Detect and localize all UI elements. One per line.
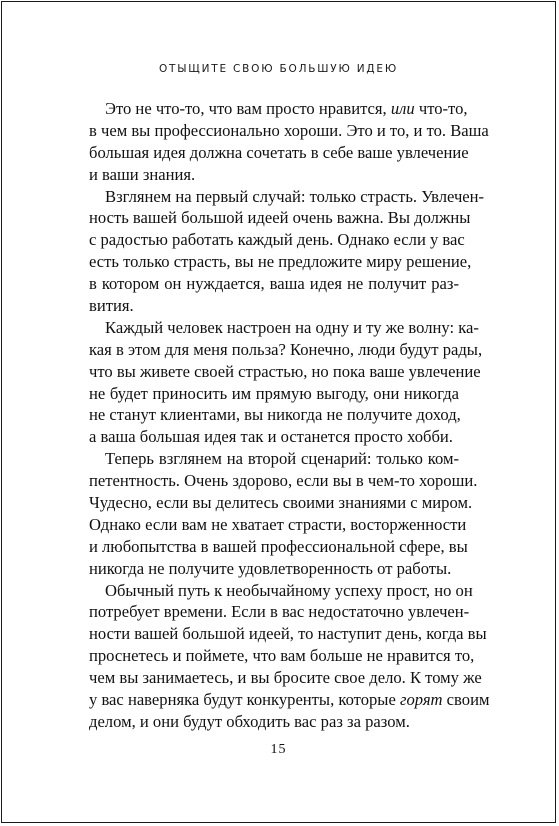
text-segment: никогда не получите удовлетворенность от работы. <box>89 558 452 578</box>
text-line <box>89 426 459 448</box>
text-line <box>89 470 478 492</box>
text-line <box>89 514 467 536</box>
paragraph <box>89 317 483 448</box>
text-segment: проснетесь и поймете, что вам больше не нравится то, <box>89 646 475 666</box>
text-line <box>89 580 473 602</box>
paragraph <box>89 580 490 733</box>
text-segment: что вы живете своей страстью, но пока ваше увлечение <box>89 361 481 381</box>
text-segment: Каждый человек настроен на одну и ту же волну: ка- <box>105 317 479 337</box>
text-line <box>89 120 489 142</box>
text-line <box>89 361 481 383</box>
text-segment: чем вы занимаетесь, и вы бросите свое дело. К тому же <box>89 668 482 688</box>
text-segment: потребует времени. Если в вас недостаточно увлечен- <box>89 602 470 622</box>
book-page <box>1 1 556 823</box>
text-line <box>89 317 479 339</box>
text-segment: Чудесно, если вы делитесь своими знаниями с миром. <box>89 493 473 513</box>
text-segment: петентность. Очень здорово, если вы в чем-то хороши. <box>89 471 478 491</box>
text-segment: у вас наверняка будут конкуренты, которые <box>89 690 400 710</box>
text-segment: делом, и они будут обходить вас раз за разом. <box>89 711 410 731</box>
italic-text: горят <box>399 690 443 710</box>
text-line <box>89 536 468 558</box>
text-line <box>89 623 487 645</box>
text-segment: не будет приносить им прямую выгоду, они никогда <box>89 383 459 403</box>
body-text <box>89 98 490 733</box>
text-segment: есть только страсть, вы не предложите миру решение, <box>89 252 472 272</box>
text-line <box>89 295 459 317</box>
text-line <box>89 98 468 120</box>
text-segment: что-то, <box>414 99 468 118</box>
text-segment: кая в этом для меня польза? Конечно, люди будут рады, <box>89 339 483 359</box>
text-line <box>89 383 459 405</box>
running-head: ОТЫЩИТЕ СВОЮ БОЛЬШУЮ ИДЕЮ <box>158 63 399 75</box>
text-segment: ность вашей большой идеей очень важна. Вы должны <box>89 208 471 228</box>
text-line <box>89 164 459 186</box>
text-segment: с радостью работать каждый день. Однако если у вас <box>89 230 465 250</box>
text-segment: своим <box>442 690 490 710</box>
paragraph <box>89 448 478 579</box>
text-segment: вития. <box>89 296 134 316</box>
text-line <box>89 492 473 514</box>
text-segment: и любопытства в вашей профессиональной сфере, вы <box>89 536 468 556</box>
text-line <box>89 339 483 361</box>
text-segment: Однако если вам не хватает страсти, восторженности <box>89 514 467 534</box>
text-segment: не станут клиентами, вы никогда не получите доход, <box>89 405 461 425</box>
text-segment: Это не что-то, что вам просто нравится, <box>105 99 391 118</box>
text-segment: ности вашей большой идеей, то наступит день, когда вы <box>89 624 487 644</box>
text-line <box>89 207 471 229</box>
text-segment: Взглянем на первый случай: только страсть. Увлечен- <box>105 186 485 206</box>
text-line <box>89 667 482 689</box>
italic-text: или <box>390 99 415 118</box>
text-line <box>89 142 469 164</box>
text-line <box>89 711 459 733</box>
paragraph <box>89 98 489 186</box>
page-number: 15 <box>270 742 287 757</box>
text-segment: большая идея должна сочетать в себе ваше увлечение <box>89 142 469 162</box>
text-line <box>89 251 472 273</box>
text-segment: а ваша большая идея так и останется просто хобби. <box>89 427 453 447</box>
text-line <box>89 558 459 580</box>
text-line <box>89 448 459 470</box>
paragraph <box>89 186 485 317</box>
text-line <box>89 601 470 623</box>
text-line <box>89 186 485 208</box>
text-segment: в котором он нуждается, ваша идея не получит раз- <box>89 274 459 294</box>
text-segment: и ваши знания. <box>89 164 196 184</box>
text-segment: Теперь взглянем на второй сценарий: только ком- <box>105 449 459 469</box>
text-line <box>89 273 459 295</box>
text-line <box>89 689 490 711</box>
text-segment: Обычный путь к необычайному успеху прост, но он <box>105 580 473 600</box>
text-line <box>89 229 465 251</box>
text-line <box>89 645 475 667</box>
text-segment: в чем вы профессионально хороши. Это и то, и то. Ваша <box>89 120 489 140</box>
text-line <box>89 404 459 426</box>
